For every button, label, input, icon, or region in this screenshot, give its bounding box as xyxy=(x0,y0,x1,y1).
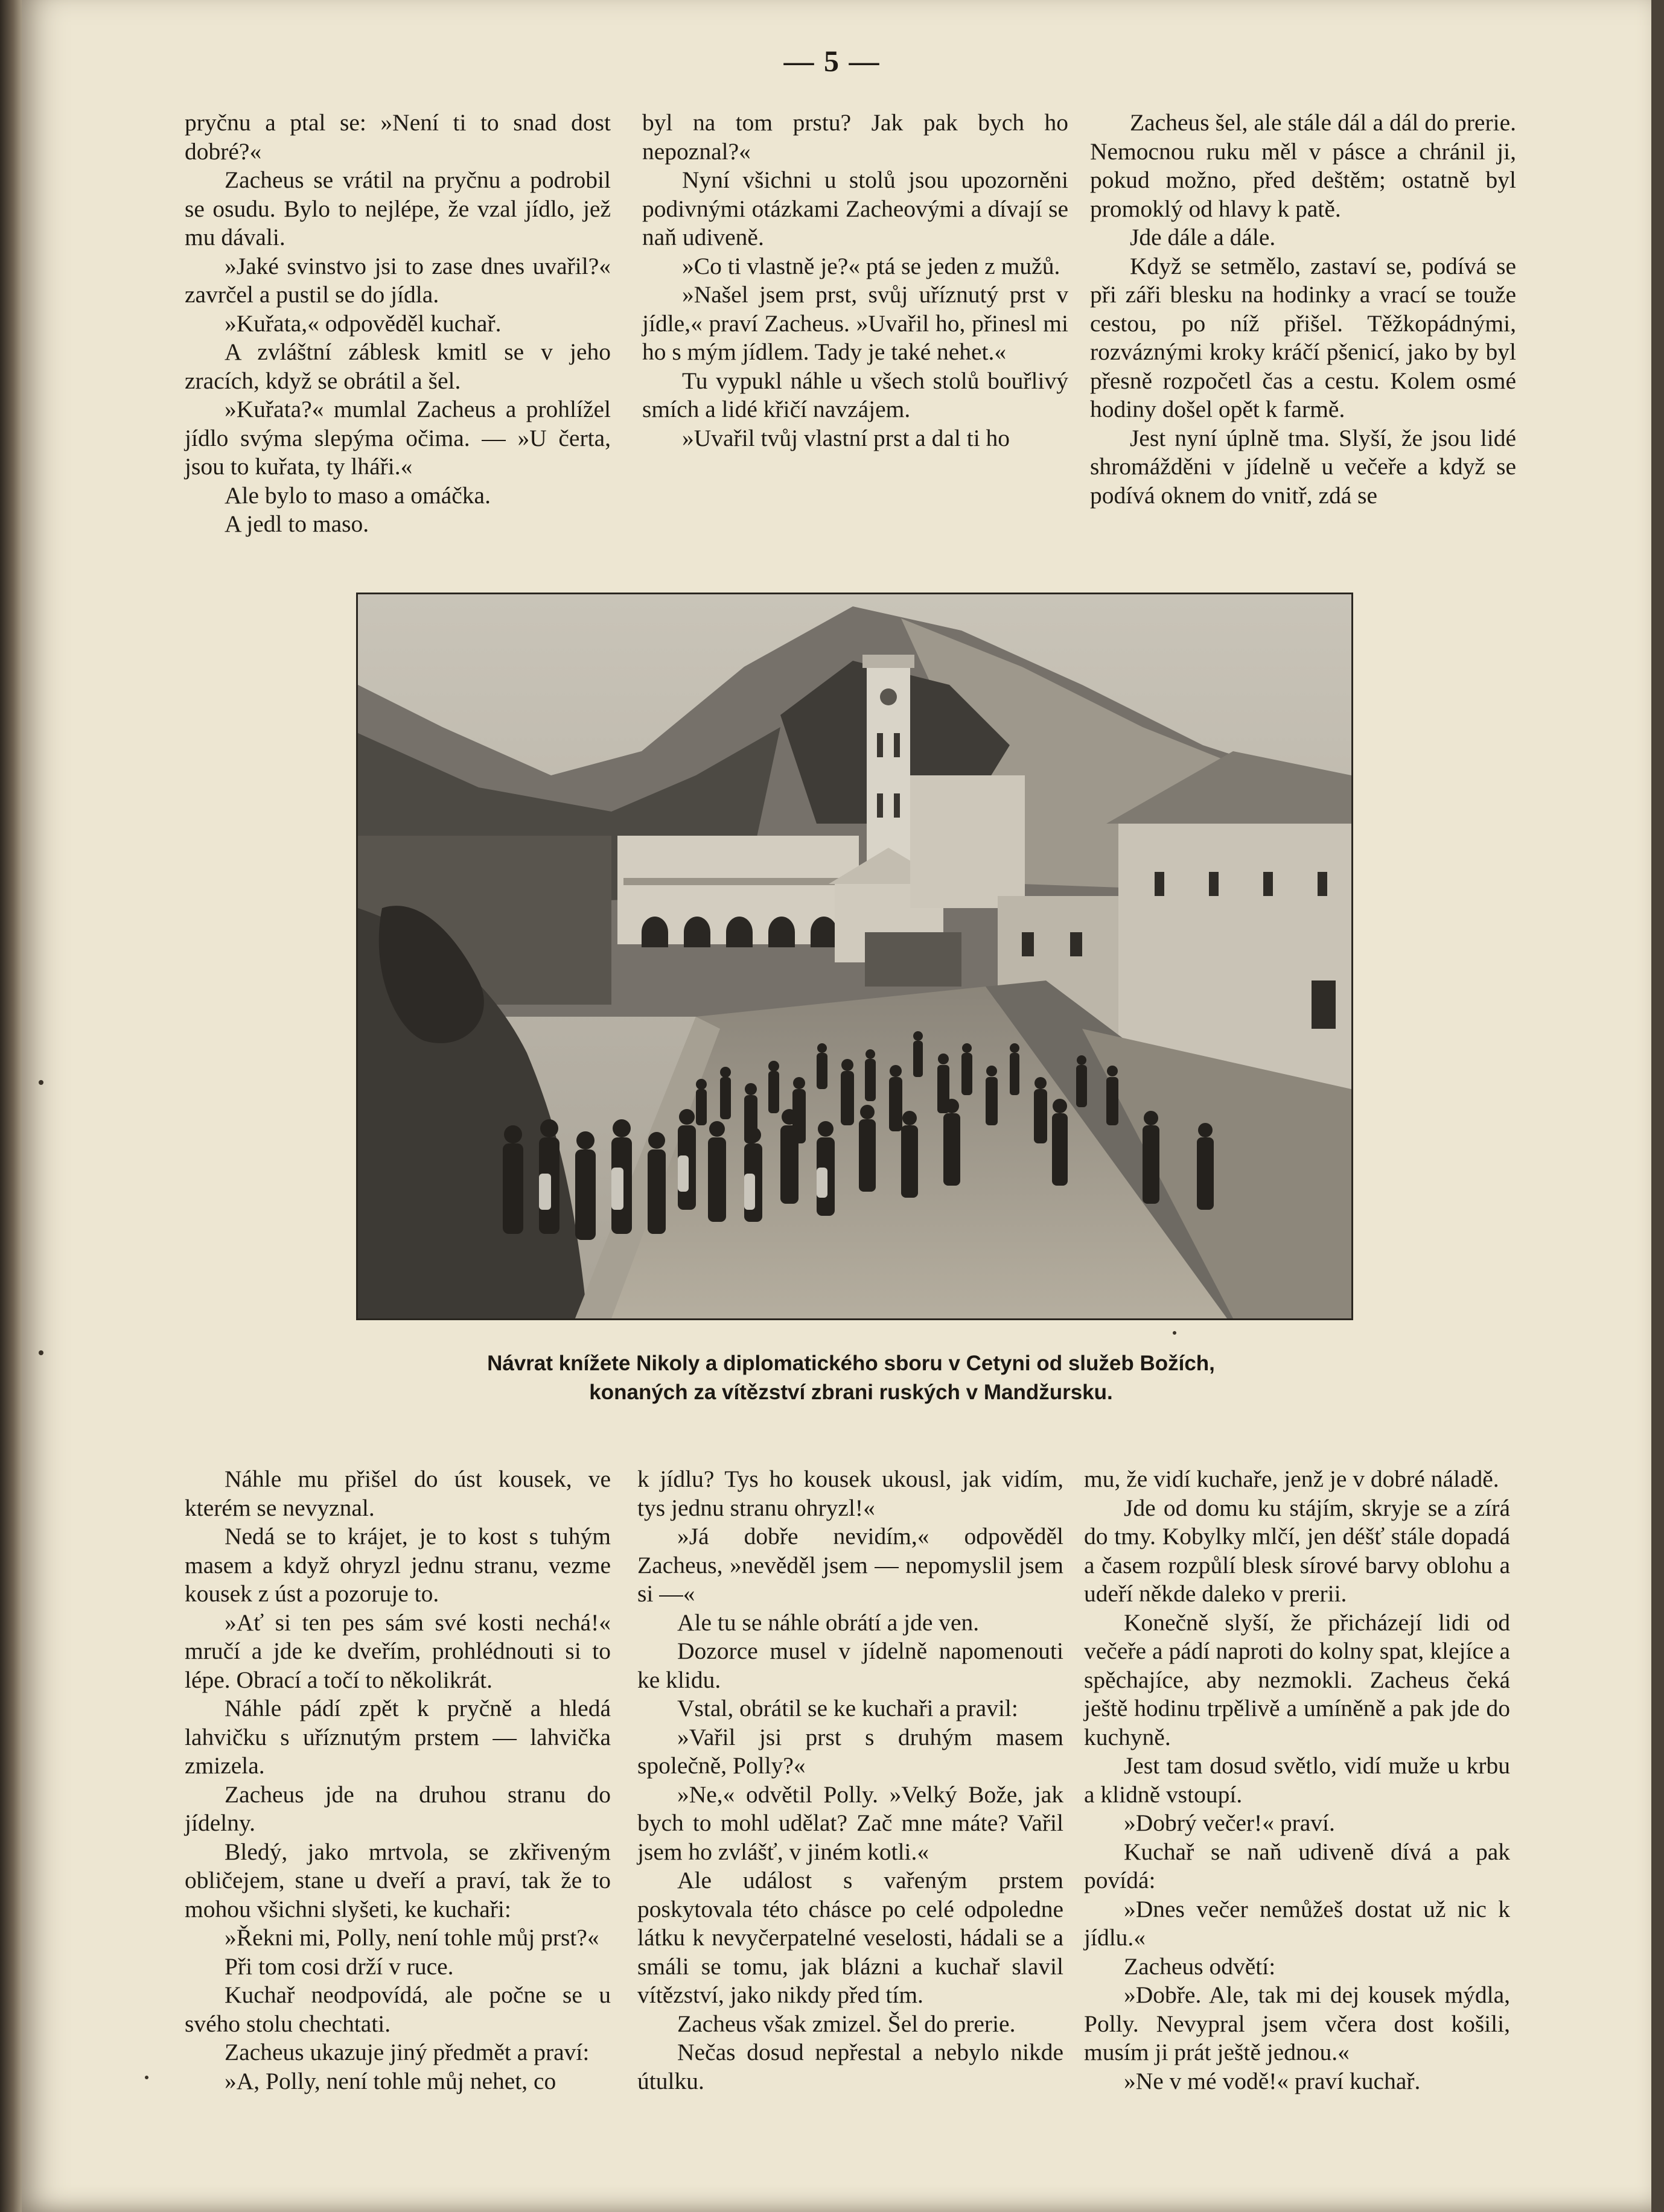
paragraph: Nedá se to krájet, je to kost s tuhým masem a když ohryzl jednu stranu, vezme kousek z úst a pozoruje to. xyxy=(185,1523,611,1607)
paragraph: »Našel jsem prst, svůj uříznutý prst v jídle,« praví Zacheus. »Uvařil ho, přinesl mi ho s mým jídlem. Tady je také nehet.« xyxy=(642,281,1068,365)
caption-line-1: Návrat knížete Nikoly a diplomatického sboru v Cetyni od služeb Božích, xyxy=(487,1352,1215,1375)
paragraph: »Ne,« odvětil Polly. »Velký Bože, jak bych to mohl udělat? Zač mne máte? Vařil jsem ho zvlášť, v jiném kotli.« xyxy=(637,1781,1063,1865)
paragraph: Jde dále a dále. xyxy=(1130,224,1276,250)
paragraph: A jedl to maso. xyxy=(225,510,369,537)
paragraph: mu, že vidí kuchaře, jenž je v dobré náladě. xyxy=(1084,1466,1499,1492)
paragraph: Jest tam dosud světlo, vidí muže u krbu a klidně vstoupí. xyxy=(1084,1752,1510,1808)
print-speck xyxy=(145,2076,148,2079)
paragraph: »Dnes večer nemůžeš dostat už nic k jídlu.« xyxy=(1084,1895,1510,1951)
paragraph: »Já dobře nevidím,« odpověděl Zacheus, »nevěděl jsem — nepomyslil jsem si —« xyxy=(637,1523,1063,1607)
paragraph: Jde od domu ku stájím, skryje se a zírá do tmy. Kobylky mlčí, jen déšť stále dopadá a časem rozpůlí blesk sírové barvy oblohu a udeří někde daleko v prerii. xyxy=(1084,1494,1510,1607)
paragraph: »Dobrý večer!« praví. xyxy=(1124,1810,1335,1836)
print-speck xyxy=(39,1350,43,1355)
paragraph: pryčnu a ptal se: »Není ti to snad dost dobré?« xyxy=(185,109,611,165)
photo-caption xyxy=(217,1349,1485,1407)
paragraph: Nečas dosud nepřestal a nebylo nikde útulku. xyxy=(637,2039,1063,2094)
paragraph: Zacheus však zmizel. Šel do prerie. xyxy=(677,2010,1016,2037)
paragraph: Při tom cosi drží v ruce. xyxy=(225,1953,454,1980)
paragraph: »Jaké svinstvo jsi to zase dnes uvařil?« zavrčel a pustil se do jídla. xyxy=(185,252,611,308)
paragraph: Dozorce musel v jídelně napomenouti ke klidu. xyxy=(637,1638,1063,1693)
paragraph: Jest nyní úplně tma. Slyší, že jsou lidé shromážděni v jídelně u večeře a když se podívá oknem do vnitř, zdá se xyxy=(1090,424,1516,509)
text-column-top-3 xyxy=(1090,109,1516,510)
paragraph: Tu vypukl náhle u všech stolů bouřlivý smích a lidé křičí navzájem. xyxy=(642,367,1068,422)
paragraph: A zvláštní záblesk kmitl se v jeho zracích, když se obrátil a šel. xyxy=(185,338,611,394)
paragraph: »Řekni mi, Polly, není tohle můj prst?« xyxy=(225,1924,599,1951)
paragraph: »A, Polly, není tohle můj nehet, co xyxy=(225,2067,556,2094)
paragraph: Zacheus jde na druhou stranu do jídelny. xyxy=(185,1781,611,1836)
paragraph: Konečně slyší, že přicházejí lidi od večeře a pádí naproti do kolny spat, klejíce a spěchajíce, aby nezmokli. Zacheus čeká ještě hodinu trpělivě a umíněně a pak jde do kuchyně. xyxy=(1084,1609,1510,1750)
paragraph: »Uvařil tvůj vlastní prst a dal ti ho xyxy=(682,424,1010,451)
paragraph: »Dobře. Ale, tak mi dej kousek mýdla, Polly. Nevypral jsem včera dost košili, musím ji prát ještě jednou.« xyxy=(1084,1982,1510,2065)
paragraph: byl na tom prstu? Jak pak bych ho nepoznal?« xyxy=(642,109,1068,165)
paragraph: Kuchař neodpovídá, ale počne se u svého stolu chechtati. xyxy=(185,1982,611,2037)
halftone-photograph xyxy=(356,593,1353,1320)
paragraph: Bledý, jako mrtvola, se zkřiveným obličejem, stane u dveří a praví, tak že to mohou všichni slyšeti, ke kuchaři: xyxy=(185,1838,611,1922)
text-column-bottom-3 xyxy=(1084,1465,1510,2096)
page-number: — 5 — xyxy=(783,44,881,78)
book-spine xyxy=(0,0,22,2212)
paragraph: »Vařil jsi prst s druhým masem společně, Polly?« xyxy=(637,1723,1063,1779)
paragraph: Náhle pádí zpět k pryčně a hledá lahvičku s uříznutým prstem — lahvička zmizela. xyxy=(185,1695,611,1779)
print-speck xyxy=(1173,1331,1176,1335)
paragraph: »Ať si ten pes sám své kosti nechá!« mručí a jde ke dveřím, prohlédnouti si to lépe. Obrací a točí to několikrát. xyxy=(185,1609,611,1693)
paragraph: Zacheus ukazuje jiný předmět a praví: xyxy=(225,2039,590,2065)
paragraph: Zacheus odvětí: xyxy=(1124,1953,1276,1980)
paragraph: »Ne v mé vodě!« praví kuchař. xyxy=(1124,2067,1421,2094)
paragraph: Kuchař se naň udiveně dívá a pak povídá: xyxy=(1084,1838,1510,1893)
caption-line-2: konaných za vítězství zbrani ruských v Mandžursku. xyxy=(589,1381,1113,1404)
paragraph: Náhle mu přišel do úst kousek, ve kterém se nevyznal. xyxy=(185,1466,611,1521)
paragraph: Ale událost s vařeným prstem poskytovala této chásce po celé odpoledne látku k nevyčerpatelné veselosti, hádali se a smáli se tomu, jak blázni a kuchař slavil vítězství, jako nikdy před tím. xyxy=(637,1867,1063,2008)
paragraph: »Co ti vlastně je?« ptá se jeden z mužů. xyxy=(682,252,1060,279)
text-column-top-1 xyxy=(185,109,611,539)
paragraph: Vstal, obrátil se ke kuchaři a pravil: xyxy=(677,1695,1018,1721)
paragraph: Zacheus šel, ale stále dál a dál do prerie. Nemocnou ruku měl v pásce a chránil ji, pokud možno, před deštěm; ostatně byl promoklý od hlavy k patě. xyxy=(1090,109,1516,222)
paragraph: Ale tu se náhle obrátí a jde ven. xyxy=(677,1609,980,1636)
text-column-top-2 xyxy=(642,109,1068,453)
print-speck xyxy=(39,1080,43,1085)
paragraph: »Kuřata?« mumlal Zacheus a prohlížel jídlo svýma slepýma očima. — »U čerta, jsou to kuřata, ty lháři.« xyxy=(185,396,611,480)
paragraph: k jídlu? Tys ho kousek ukousl, jak vidím, tys jednu stranu ohryzl!« xyxy=(637,1466,1063,1521)
paragraph: Nyní všichni u stolů jsou upozorněni podivnými otázkami Zacheovými a dívají se naň udiveně. xyxy=(642,167,1068,250)
paragraph: »Kuřata,« odpověděl kuchař. xyxy=(225,310,502,337)
paragraph: Ale bylo to maso a omáčka. xyxy=(225,481,491,509)
text-column-bottom-2 xyxy=(637,1465,1063,2096)
text-column-bottom-1 xyxy=(185,1465,611,2096)
paragraph: Zacheus se vrátil na pryčnu a podrobil se osudu. Bylo to nejlépe, že vzal jídlo, jež mu dávali. xyxy=(185,167,611,250)
paragraph: Když se setmělo, zastaví se, podívá se při záři blesku na hodinky a vrací se touže cestou, po níž přišel. Těžkopádnými, rozváznými kroky kráčí pšenicí, jako by byl přesně rozpočetl čas a cestu. Kolem osmé hodiny došel opět k farmě. xyxy=(1090,252,1516,422)
